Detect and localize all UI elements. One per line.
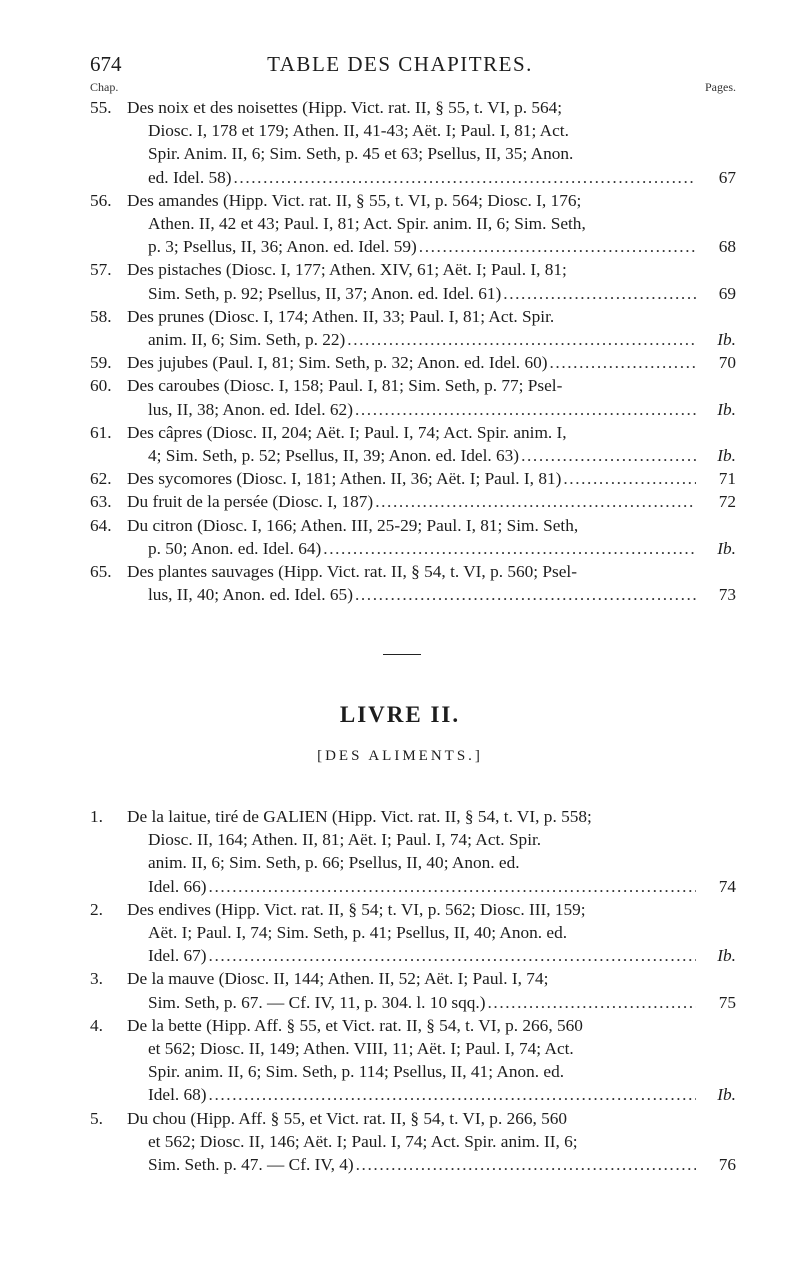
entry-text-line: 4; Sim. Seth, p. 52; Psellus, II, 39; Anon. ed. Idel. 63)	[148, 446, 520, 466]
dot-leader	[234, 166, 697, 189]
entry-text-line: De la laitue, tiré de GALIEN (Hipp. Vict. rat. II, § 54, t. VI, p. 558;	[127, 807, 592, 826]
book-title: LIVRE II.	[339, 702, 461, 727]
page-reference: 70	[718, 353, 736, 373]
entry-text-line: Des amandes (Hipp. Vict. rat. II, § 55, t. VI, p. 564; Diosc. I, 176;	[127, 190, 582, 210]
dot-leader	[209, 1083, 696, 1106]
toc-entry	[90, 96, 736, 189]
entry-text-line: Aët. I; Paul. I, 74; Sim. Seth, p. 41; Psellus, II, 40; Anon. ed.	[148, 923, 568, 943]
chapter-number: 62.	[90, 469, 112, 489]
toc-entry	[90, 490, 736, 513]
page-number: 674	[90, 52, 122, 76]
page-reference: Ib.	[717, 399, 736, 419]
chapter-number: 4.	[90, 1015, 103, 1035]
table-of-contents-book-1	[90, 96, 736, 606]
chapter-number: 56.	[90, 190, 112, 210]
page-reference: Ib.	[717, 446, 736, 466]
dot-leader	[356, 1153, 696, 1176]
entry-final-line	[148, 875, 736, 898]
entry-final-line	[148, 537, 736, 560]
toc-entry	[90, 967, 736, 1013]
entry-text-line: Sim. Seth. p. 47. — Cf. IV, 4)	[148, 1155, 354, 1175]
toc-entry	[90, 305, 736, 351]
entry-text-line: Des prunes (Diosc. I, 174; Athen. II, 33; Paul. I, 81; Act. Spir.	[127, 306, 555, 326]
page-reference: 74	[718, 876, 736, 896]
running-title: TABLE DES CHAPITRES.	[267, 52, 533, 76]
entry-text-line: lus, II, 40; Anon. ed. Idel. 65)	[148, 585, 353, 605]
table-of-contents-book-2	[90, 805, 736, 1176]
dot-leader	[487, 991, 696, 1014]
entry-text-line: p. 50; Anon. ed. Idel. 64)	[148, 538, 322, 558]
dot-leader	[209, 944, 696, 967]
toc-entry	[90, 351, 736, 374]
entry-text-line: Des caroubes (Diosc. I, 158; Paul. I, 81; Sim. Seth, p. 77; Psel-	[127, 376, 563, 396]
entry-text-line: Des noix et des noisettes (Hipp. Vict. rat. II, § 55, t. VI, p. 564;	[127, 98, 563, 117]
chapter-number: 60.	[90, 376, 112, 396]
entry-text-line: anim. II, 6; Sim. Seth, p. 22)	[148, 330, 346, 350]
chapter-number: 63.	[90, 492, 112, 512]
dot-leader	[563, 467, 696, 490]
pages-column-heading: Pages.	[705, 80, 736, 94]
section-divider	[383, 654, 421, 655]
dot-leader	[549, 351, 696, 374]
entry-text-line: anim. II, 6; Sim. Seth, p. 66; Psellus, II, 40; Anon. ed.	[148, 853, 520, 873]
entry-text-line: Sim. Seth, p. 92; Psellus, II, 37; Anon. ed. Idel. 61)	[148, 283, 502, 303]
entry-text-line: De la mauve (Diosc. II, 144; Athen. II, 52; Aët. I; Paul. I, 74;	[127, 969, 549, 989]
toc-entry	[90, 189, 736, 259]
entry-text-line: Spir. Anim. II, 6; Sim. Seth, p. 45 et 63; Psellus, II, 35; Anon.	[148, 144, 574, 164]
entry-text-line: lus, II, 38; Anon. ed. Idel. 62)	[148, 399, 353, 419]
entry-final-line	[127, 490, 736, 513]
toc-entry	[90, 898, 736, 968]
dot-leader	[323, 537, 696, 560]
entry-text-line: et 562; Diosc. II, 149; Athen. VIII, 11; Aët. I; Paul. I, 74; Act.	[148, 1039, 574, 1059]
chapter-column-heading: Chap.	[90, 80, 119, 94]
page-reference: Ib.	[717, 946, 736, 966]
entry-text-line: Du chou (Hipp. Aff. § 55, et Vict. rat. II, § 54, t. VI, p. 266, 560	[127, 1108, 568, 1128]
entry-text-line: Des endives (Hipp. Vict. rat. II, § 54; t. VI, p. 562; Diosc. III, 159;	[127, 899, 586, 919]
dot-leader	[521, 444, 696, 467]
page-reference: 73	[718, 585, 736, 605]
page-reference: 69	[718, 283, 736, 303]
chapter-number: 3.	[90, 969, 103, 989]
entry-text-line: Des câpres (Diosc. II, 204; Aët. I; Paul. I, 74; Act. Spir. anim. I,	[127, 422, 567, 442]
entry-text-line: Idel. 67)	[148, 946, 207, 966]
page-reference: Ib.	[717, 330, 736, 350]
toc-entry	[90, 560, 736, 606]
entry-text-line: Diosc. II, 164; Athen. II, 81; Aët. I; Paul. I, 74; Act. Spir.	[148, 830, 542, 850]
dot-leader	[503, 282, 696, 305]
entry-text-line: Des plantes sauvages (Hipp. Vict. rat. II, § 54, t. VI, p. 560; Psel-	[127, 562, 577, 582]
page-reference: 67	[718, 167, 736, 187]
entry-final-line	[148, 166, 736, 189]
dot-leader	[209, 875, 696, 898]
dot-leader	[347, 328, 696, 351]
chapter-number: 64.	[90, 515, 112, 535]
entry-final-line	[148, 991, 736, 1014]
chapter-number: 65.	[90, 562, 112, 582]
chapter-number: 55.	[90, 98, 112, 117]
dot-leader	[375, 490, 696, 513]
book-subtitle: [DES ALIMENTS.]	[317, 748, 483, 764]
entry-final-line	[148, 398, 736, 421]
chapter-number: 5.	[90, 1108, 103, 1128]
page-reference: 75	[718, 992, 736, 1012]
chapter-number: 57.	[90, 260, 112, 280]
entry-text-line: Sim. Seth, p. 67. — Cf. IV, 11, p. 304. l. 10 sqq.)	[148, 992, 486, 1012]
entry-final-line	[148, 235, 736, 258]
entry-text-line: Du fruit de la persée (Diosc. I, 187)	[127, 492, 374, 512]
toc-entry	[90, 374, 736, 420]
dot-leader	[355, 398, 696, 421]
page-reference: 72	[718, 492, 736, 512]
page-reference: Ib.	[717, 1085, 736, 1105]
toc-entry	[90, 1107, 736, 1177]
page-reference: Ib.	[717, 538, 736, 558]
entry-final-line	[148, 444, 736, 467]
chapter-number: 61.	[90, 422, 112, 442]
entry-text-line: De la bette (Hipp. Aff. § 55, et Vict. rat. II, § 54, t. VI, p. 266, 560	[127, 1015, 583, 1035]
entry-text-line: Des sycomores (Diosc. I, 181; Athen. II, 36; Aët. I; Paul. I, 81)	[127, 469, 562, 489]
entry-final-line	[127, 467, 736, 490]
entry-final-line	[148, 328, 736, 351]
chapter-number: 59.	[90, 353, 112, 373]
chapter-number: 2.	[90, 899, 103, 919]
entry-final-line	[148, 1153, 736, 1176]
toc-entry	[90, 514, 736, 560]
entry-text-line: Spir. anim. II, 6; Sim. Seth, p. 114; Psellus, II, 41; Anon. ed.	[148, 1062, 565, 1082]
entry-final-line	[148, 1083, 736, 1106]
page-reference: 68	[718, 237, 736, 257]
toc-entry	[90, 467, 736, 490]
entry-text-line: Des jujubes (Paul. I, 81; Sim. Seth, p. 32; Anon. ed. Idel. 60)	[127, 353, 548, 373]
dot-leader	[419, 235, 696, 258]
entry-text-line: Idel. 68)	[148, 1085, 207, 1105]
entry-final-line	[148, 282, 736, 305]
entry-text-line: ed. Idel. 58)	[148, 167, 232, 187]
entry-text-line: Idel. 66)	[148, 876, 207, 896]
entry-text-line: p. 3; Psellus, II, 36; Anon. ed. Idel. 59)	[148, 237, 417, 257]
entry-text-line: Des pistaches (Diosc. I, 177; Athen. XIV, 61; Aët. I; Paul. I, 81;	[127, 260, 567, 280]
entry-text-line: Du citron (Diosc. I, 166; Athen. III, 25-29; Paul. I, 81; Sim. Seth,	[127, 515, 579, 535]
toc-entry	[90, 421, 736, 467]
dot-leader	[355, 583, 696, 606]
chapter-number: 1.	[90, 807, 103, 826]
entry-text-line: Diosc. I, 178 et 179; Athen. II, 41-43; Aët. I; Paul. I, 81; Act.	[148, 121, 569, 141]
chapter-number: 58.	[90, 306, 112, 326]
entry-final-line	[148, 944, 736, 967]
entry-final-line	[127, 351, 736, 374]
toc-entry	[90, 258, 736, 304]
page-reference: 76	[718, 1155, 736, 1175]
entry-text-line: Athen. II, 42 et 43; Paul. I, 81; Act. Spir. anim. II, 6; Sim. Seth,	[148, 214, 586, 234]
entry-text-line: et 562; Diosc. II, 146; Aët. I; Paul. I, 74; Act. Spir. anim. II, 6;	[148, 1131, 578, 1151]
toc-entry	[90, 805, 736, 898]
page-reference: 71	[718, 469, 736, 489]
entry-final-line	[148, 583, 736, 606]
toc-entry	[90, 1014, 736, 1107]
